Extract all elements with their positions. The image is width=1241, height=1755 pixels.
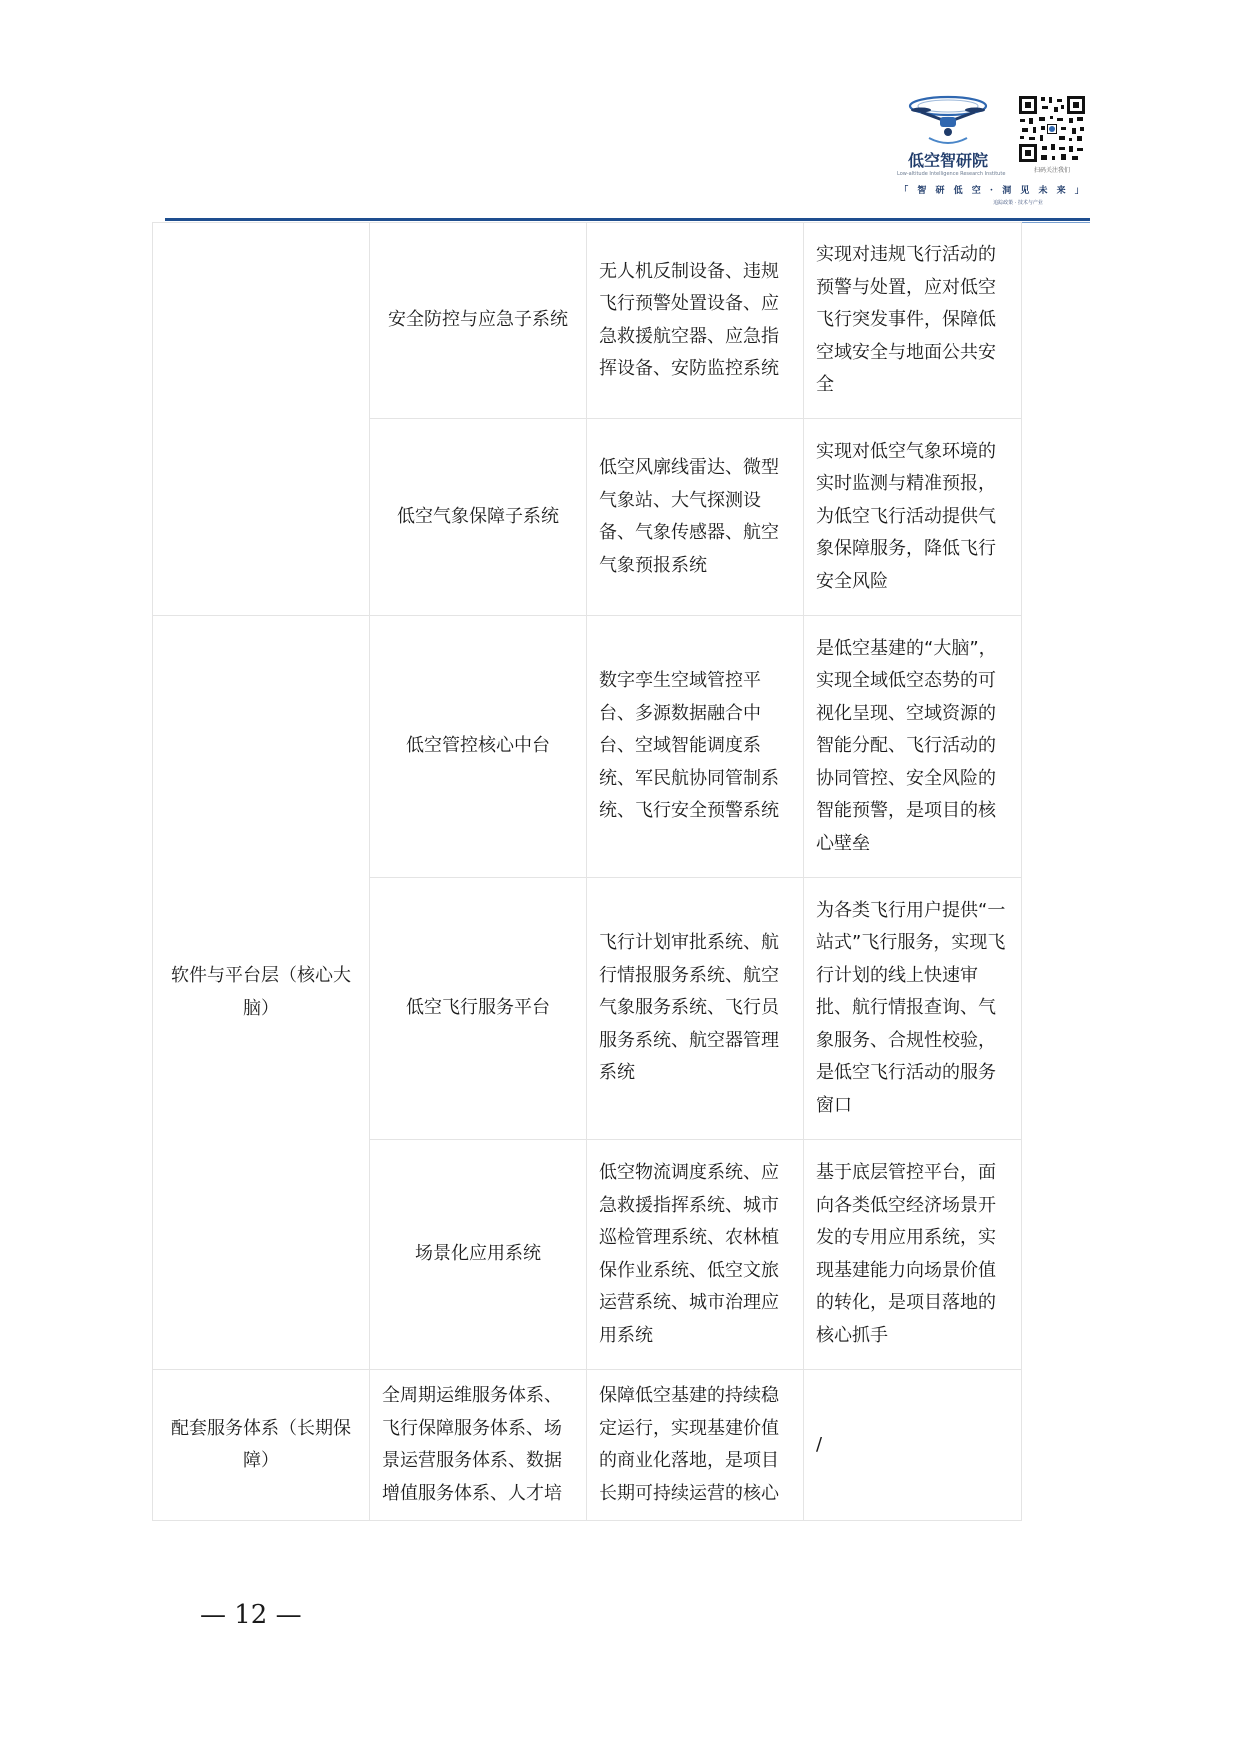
function-cell: 是低空基建的“大脑”，实现全域低空态势的可视化呈现、空域资源的智能分配、飞行活动的协同管控、安全风险的智能预警，是项目的核心壁垒 — [804, 616, 1022, 878]
qr-caption: 扫码关注我们 — [1033, 167, 1070, 174]
infrastructure-table — [152, 222, 1022, 1521]
content-cell: 数字孪生空域管控平台、多源数据融合中台、空域智能调度系统、军民航协同管制系统、飞行安全预警系统 — [587, 616, 804, 878]
slogan: 「 智 研 低 空 · 洞 见 未 来 」 — [899, 186, 1087, 196]
page-header — [0, 0, 1241, 225]
function-cell: 为各类飞行用户提供“一站式”飞行服务，实现飞行计划的线上快速审批、航行情报查询、气象服务、合规性校验，是低空飞行活动的服务窗口 — [804, 878, 1022, 1140]
content-cell: 飞行计划审批系统、航行情报服务系统、航空气象服务系统、飞行员服务系统、航空器管理系统 — [587, 878, 804, 1140]
subsystem-cell: 低空管控核心中台 — [370, 616, 587, 878]
header-divider — [165, 218, 1090, 221]
subsystem-cell: 低空气象保障子系统 — [370, 419, 587, 616]
table-row — [153, 616, 1022, 878]
subslogan: 追踪政策 · 技术与产业 — [993, 200, 1043, 206]
subsystem-cell: 安全防控与应急子系统 — [370, 223, 587, 419]
institute-logo — [897, 88, 1006, 198]
subsystem-cell: 全周期运维服务体系、飞行保障服务体系、场景运营服务体系、数据增值服务体系、人才培 — [370, 1370, 587, 1521]
content-cell: 低空风廓线雷达、微型气象站、大气探测设备、气象传感器、航空气象预报系统 — [587, 419, 804, 616]
table-row — [153, 1370, 1022, 1521]
function-cell: 实现对低空气象环境的实时监测与精准预报，为低空飞行活动提供气象保障服务，降低飞行安全风险 — [804, 419, 1022, 616]
function-cell: 基于底层管控平台，面向各类低空经济场景开发的专用应用系统，实现基建能力向场景价值的转化，是项目落地的核心抓手 — [804, 1140, 1022, 1370]
layer-cell: 软件与平台层（核心大脑） — [153, 616, 370, 1370]
content-cell: 低空物流调度系统、应急救援指挥系统、城市巡检管理系统、农林植保作业系统、低空文旅运营系统、城市治理应用系统 — [587, 1140, 804, 1370]
content-cell: 保障低空基建的持续稳定运行，实现基建价值的商业化落地，是项目长期可持续运营的核心 — [587, 1370, 804, 1521]
function-cell: / — [804, 1370, 1022, 1521]
subsystem-cell: 低空飞行服务平台 — [370, 878, 587, 1140]
logo-english-name: Low-altitude Intelligence Research Institute — [897, 171, 1006, 177]
logo-name: 低空智研院 — [907, 151, 988, 170]
qr-code-icon[interactable] — [1017, 94, 1087, 164]
layer-cell: 配套服务体系（长期保障） — [153, 1370, 370, 1521]
layer-cell-empty — [153, 223, 370, 616]
content-cell: 无人机反制设备、违规飞行预警处置设备、应急救援航空器、应急指挥设备、安防监控系统 — [587, 223, 804, 419]
page-number: — 12 — — [200, 1600, 302, 1630]
drone-logo-icon — [907, 92, 989, 148]
subsystem-cell: 场景化应用系统 — [370, 1140, 587, 1370]
table-row — [153, 223, 1022, 419]
function-cell: 实现对违规飞行活动的预警与处置，应对低空飞行突发事件，保障低空域安全与地面公共安全 — [804, 223, 1022, 419]
